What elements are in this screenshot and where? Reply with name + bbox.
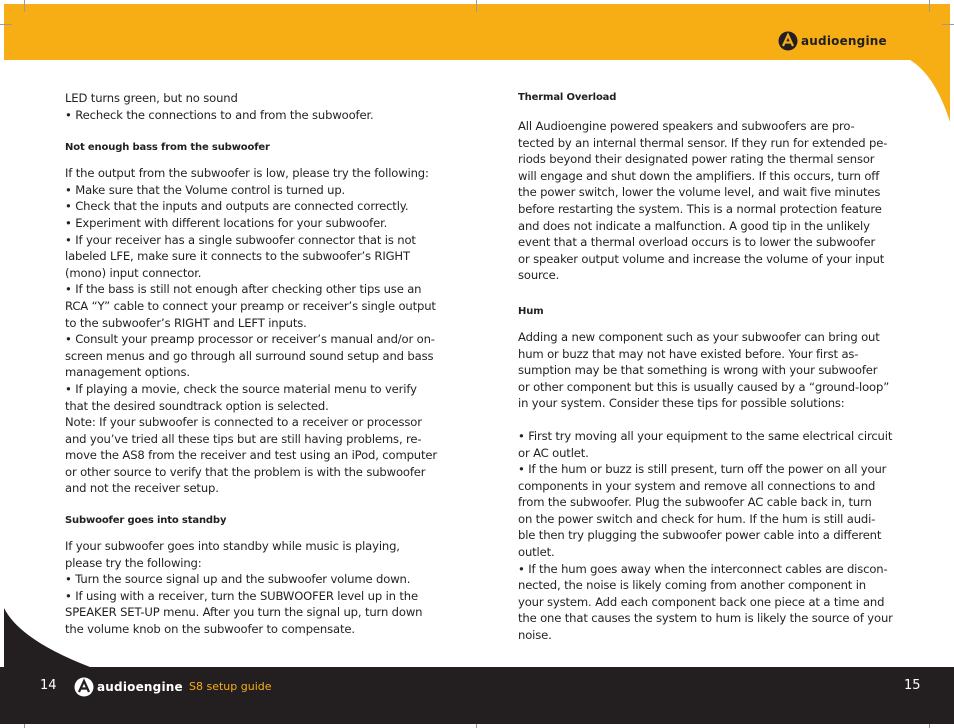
bass-block: [65, 165, 450, 497]
text-line: • Experiment with different locations for your subwoofer.: [65, 215, 388, 230]
text-line: If the output from the subwoofer is low, please try the following:: [65, 166, 429, 181]
text-line: • If playing a movie, check the source material menu to verify: [65, 381, 417, 396]
text-line: ble then try plugging the subwoofer power cable into a different: [518, 528, 882, 543]
text-line: or speaker output volume and increase the volume of your input: [518, 251, 885, 266]
thermal-block: [518, 118, 903, 284]
text-line: source.: [518, 268, 560, 283]
text-line: • Turn the source signal up and the subwoofer volume down.: [65, 572, 411, 587]
text-line: on the power switch and check for hum. If the hum is still audi-: [518, 511, 876, 526]
text-line: the volume knob on the subwoofer to compensate.: [65, 622, 355, 637]
text-line: • If the hum or buzz is still present, turn off the power on all your: [518, 462, 887, 477]
text-line: Note: If your subwoofer is connected to a receiver or processor: [65, 415, 422, 430]
text-line: SPEAKER SET-UP menu. After you turn the signal up, turn down: [65, 605, 423, 620]
section-heading-bass: Not enough bass from the subwoofer: [65, 142, 270, 154]
text-line: will engage and shut down the amplifiers. If this occurs, turn off: [518, 168, 880, 183]
hum-intro-block: [518, 329, 903, 412]
text-line: that the desired soundtrack option is selected.: [65, 398, 329, 413]
text-line: LED turns green, but no sound: [65, 91, 238, 105]
text-line: tected by an internal thermal sensor. If they run for extended pe-: [518, 135, 888, 150]
footer-logo: [74, 677, 183, 697]
text-line: outlet.: [518, 545, 555, 560]
text-line: • If using with a receiver, turn the SUBWOOFER level up in the: [65, 588, 418, 603]
text-line: or other component but this is usually caused by a “ground-loop”: [518, 379, 890, 394]
text-line: or AC outlet.: [518, 445, 589, 460]
page-number-left: 14: [40, 678, 57, 693]
section-heading-hum: Hum: [518, 305, 544, 317]
text-line: • First try moving all your equipment to the same electrical circuit: [518, 428, 893, 443]
text-line: sumption may be that something is wrong with your subwoofer: [518, 363, 878, 378]
header-brand-text: audioengine: [801, 34, 887, 48]
footer-curve: [0, 600, 90, 670]
text-line: • Consult your preamp processor or receiver’s manual and/or on-: [65, 332, 435, 347]
text-line: labeled LFE, make sure it connects to the subwoofer’s RIGHT: [65, 249, 410, 264]
intro-block: [65, 90, 450, 123]
text-line: • Make sure that the Volume control is turned up.: [65, 182, 346, 197]
header-logo: [778, 31, 887, 51]
text-line: components in your system and remove all connections to and: [518, 478, 876, 493]
footer-brand-text: audioengine: [97, 680, 183, 694]
text-line: in your system. Consider these tips for possible solutions:: [518, 396, 845, 411]
text-line: • If the bass is still not enough after checking other tips use an: [65, 282, 422, 297]
text-line: your system. Add each component back one piece at a time and: [518, 594, 885, 609]
crop-mark: [0, 24, 12, 25]
text-line: and does not indicate a malfunction. A good tip in the unlikely: [518, 218, 870, 233]
audioengine-logo-icon: [74, 677, 94, 697]
text-line: and you’ve tried all these tips but are still having problems, re-: [65, 431, 422, 446]
section-heading-standby: Subwoofer goes into standby: [65, 515, 227, 527]
text-line: the power switch, lower the volume level, and wait five minutes: [518, 185, 881, 200]
crop-mark: [24, 0, 25, 12]
text-line: • Check that the inputs and outputs are connected correctly.: [65, 199, 409, 214]
text-line: from the subwoofer. Plug the subwoofer AC cable back in, turn: [518, 495, 872, 510]
text-line: or other source to verify that the problem is with the subwoofer: [65, 464, 426, 479]
text-line: All Audioengine powered speakers and subwoofers are pro-: [518, 119, 855, 133]
text-line: riods beyond their designated power rating the thermal sensor: [518, 152, 875, 167]
left-column: [65, 90, 450, 638]
standby-block: [65, 538, 450, 638]
page-number-right: 15: [904, 678, 921, 693]
text-line: If your subwoofer goes into standby while music is playing,: [65, 539, 400, 554]
text-line: management options.: [65, 365, 190, 380]
text-line: • If your receiver has a single subwoofer connector that is not: [65, 232, 416, 247]
text-line: hum or buzz that may not have existed before. Your first as-: [518, 346, 859, 361]
text-line: event that a thermal overload occurs is to lower the subwoofer: [518, 235, 876, 250]
guide-label: S8 setup guide: [189, 680, 272, 693]
text-line: the one that causes the system to hum is likely the source of your: [518, 611, 893, 626]
text-line: before restarting the system. This is a normal protection feature: [518, 201, 882, 216]
right-column: [518, 90, 903, 644]
text-line: move the AS8 from the receiver and test using an iPod, computer: [65, 448, 438, 463]
text-line: noise.: [518, 628, 552, 643]
audioengine-logo-icon: [778, 31, 798, 51]
crop-mark: [942, 24, 954, 25]
crop-mark: [929, 0, 930, 12]
crop-mark: [476, 0, 477, 12]
text-line: please try the following:: [65, 555, 202, 570]
text-line: • Recheck the connections to and from the subwoofer.: [65, 107, 374, 122]
text-line: • If the hum goes away when the interconnect cables are discon-: [518, 561, 888, 576]
text-line: and not the receiver setup.: [65, 481, 219, 496]
section-heading-thermal: Thermal Overload: [518, 92, 617, 103]
text-line: nected, the noise is likely coming from another component in: [518, 578, 866, 593]
text-line: (mono) input connector.: [65, 265, 202, 280]
text-line: RCA “Y” cable to connect your preamp or receiver’s single output: [65, 298, 436, 313]
text-line: to the subwoofer’s RIGHT and LEFT inputs.: [65, 315, 307, 330]
hum-tips-block: [518, 428, 903, 644]
text-line: screen menus and go through all surround sound setup and bass: [65, 348, 434, 363]
text-line: Adding a new component such as your subwoofer can bring out: [518, 329, 880, 344]
